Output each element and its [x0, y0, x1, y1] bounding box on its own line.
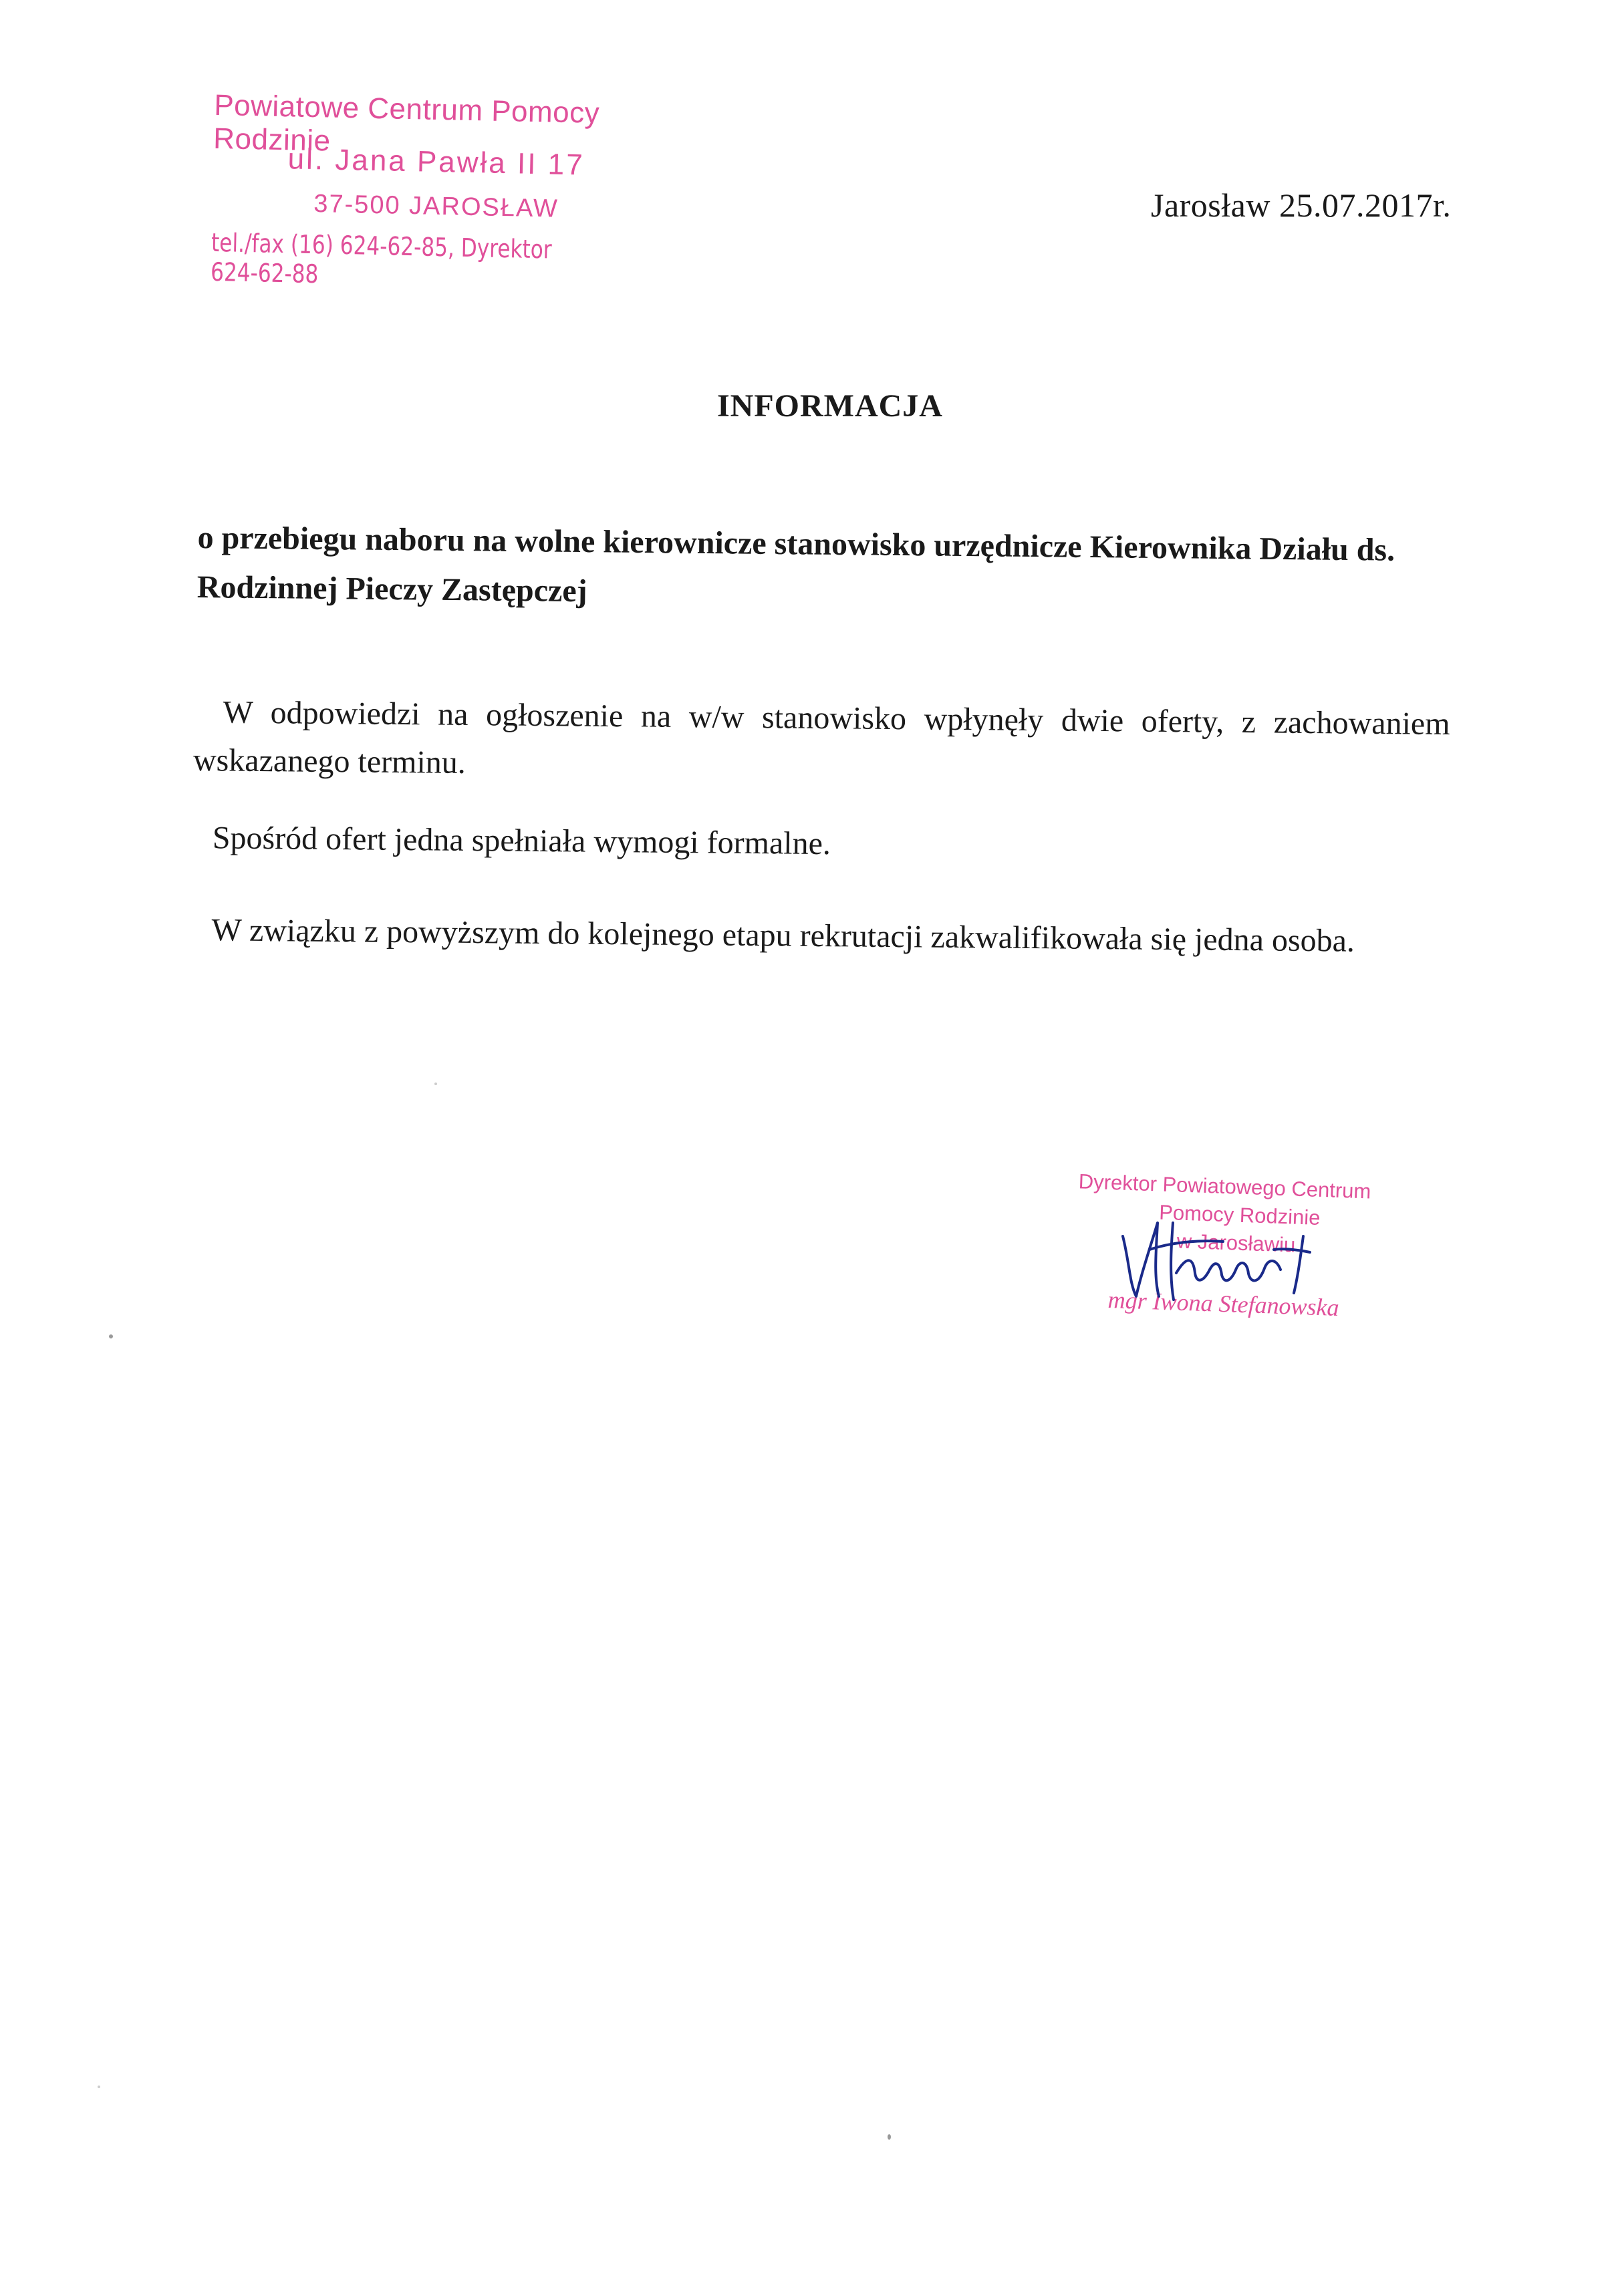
scan-speck [109, 1334, 113, 1338]
stamp-director-name: mgr Iwona Stefanowska [1107, 1286, 1340, 1321]
document-subject: o przebiegu naboru na wolne kierownicze stanowisko urzędnicze Kierownika Działu ds. Rodzinnej Pieczy Zastępczej [196, 519, 1395, 609]
handwritten-signature [1109, 1209, 1323, 1310]
stamp-director-title: Dyrektor Powiatowego Centrum [1078, 1169, 1371, 1203]
scan-speck [98, 2086, 100, 2088]
institution-stamp [210, 88, 669, 289]
stamp-director-city: w Jarosławiu [1176, 1229, 1296, 1257]
paragraph-offers: W odpowiedzi na ogłoszenie na w/w stanowisko wpłynęły dwie oferty, z zachowaniem wskazanego terminu. [192, 694, 1450, 780]
stamp-phone: tel./fax (16) 624-62-85, Dyrektor 624-62-88 [210, 227, 553, 289]
stamp-institution-name: Powiatowe Centrum Pomocy Rodzinie [213, 88, 600, 158]
stamp-city: 37-500 JAROSŁAW [313, 190, 559, 223]
stamp-director-unit: Pomocy Rodzinie [1158, 1200, 1321, 1230]
scan-speck [434, 1083, 437, 1085]
paragraph-next-stage: W związku z powyższym do kolejnego etapu rekrutacji zakwalifikowała się jedna osoba. [211, 912, 1355, 959]
document-title: INFORMACJA [717, 388, 943, 424]
paragraph-formal-requirements: Spośród ofert jedna spełniała wymogi formalne. [212, 820, 831, 862]
document-date: Jarosław 25.07.2017r. [1151, 186, 1452, 224]
scan-speck [888, 2134, 891, 2140]
document-body [192, 688, 1450, 959]
stamp-street: ul. Jana Pawła II 17 [287, 142, 585, 182]
